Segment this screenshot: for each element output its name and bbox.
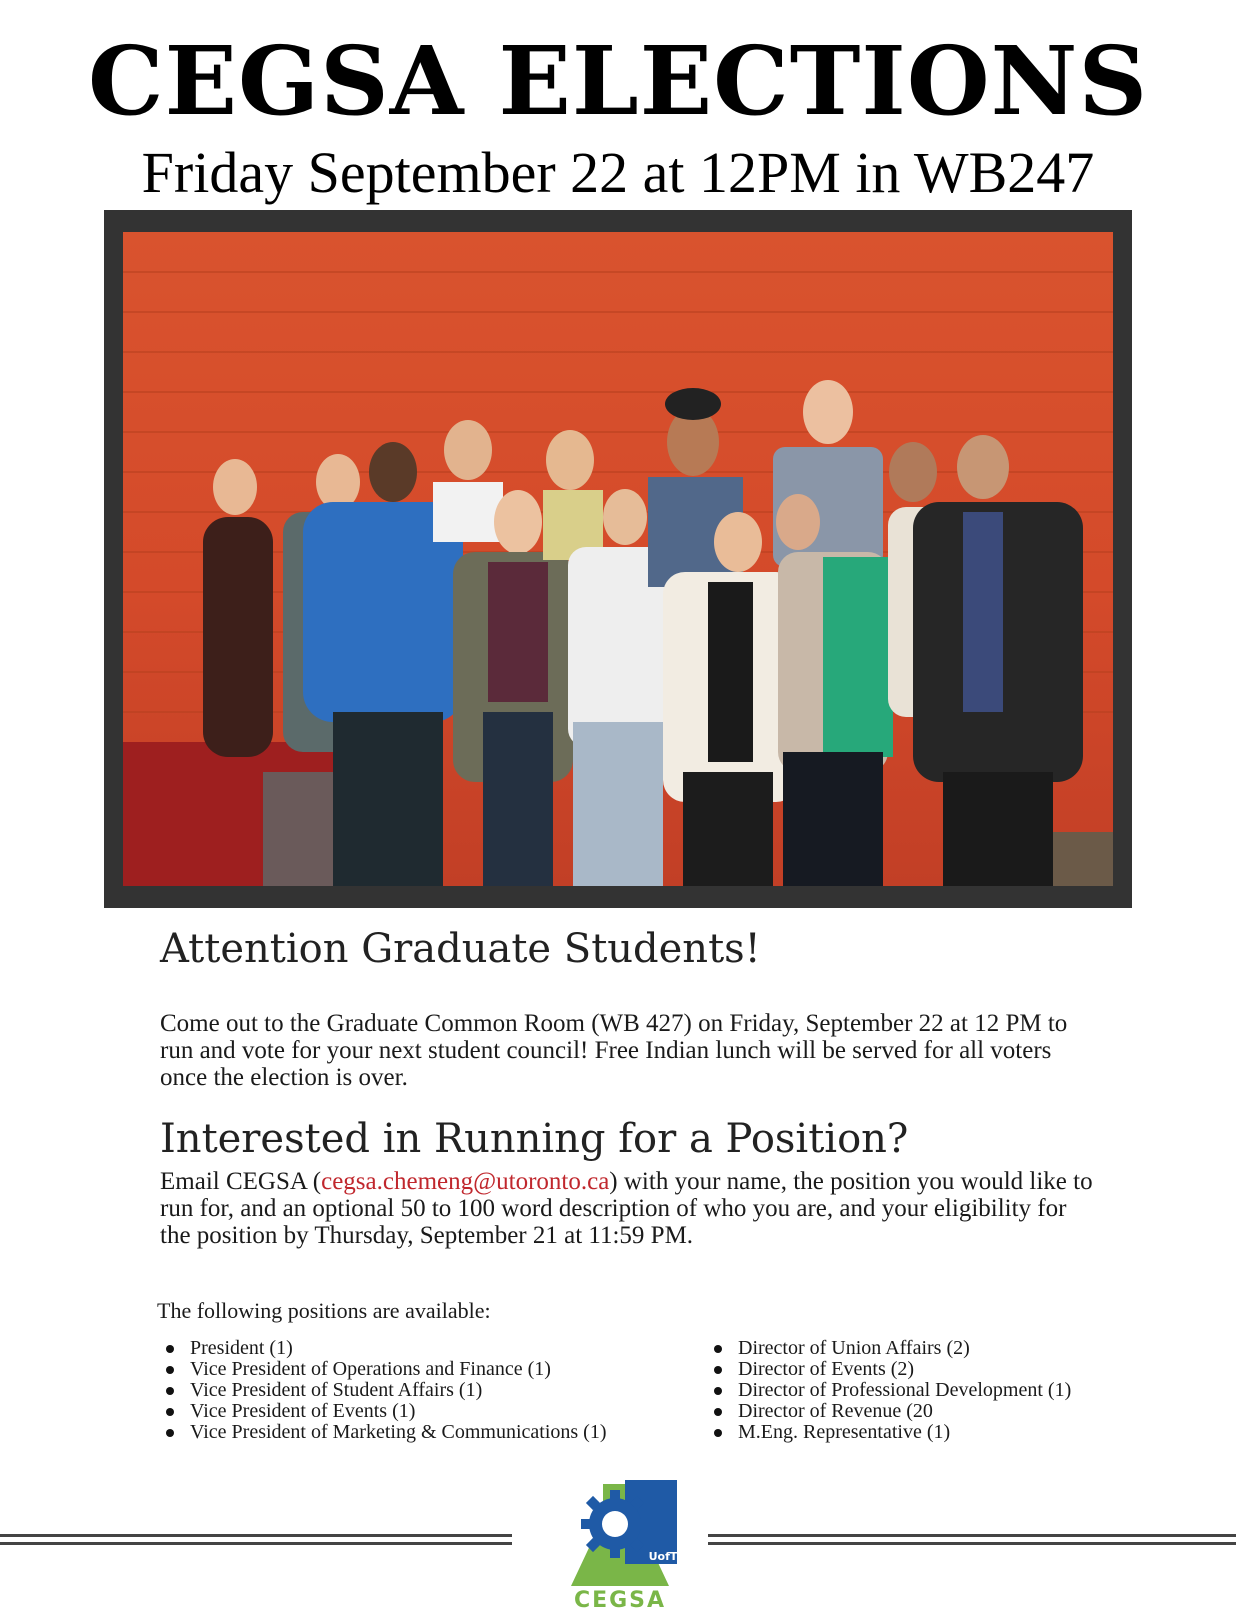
positions-intro: The following positions are available:: [157, 1298, 491, 1323]
list-item: Director of Events (2): [708, 1359, 1071, 1380]
running-heading: Interested in Running for a Position?: [160, 1116, 909, 1162]
list-item: Vice President of Student Affairs (1): [160, 1380, 607, 1401]
group-photo-illustration: [123, 232, 1113, 886]
list-item: Director of Revenue (20: [708, 1401, 1071, 1422]
list-item: M.Eng. Representative (1): [708, 1422, 1071, 1443]
attention-heading: Attention Graduate Students!: [160, 926, 761, 972]
attention-body: Come out to the Graduate Common Room (WB 427) on Friday, September 22 at 12 PM to run and vote for your next student council! Free Indian lunch will be served for all voters once the election is over.: [160, 1010, 1068, 1091]
running-body-prefix: Email CEGSA (: [160, 1168, 322, 1195]
list-item: Director of Professional Development (1): [708, 1380, 1071, 1401]
footer-rule-right-top: [708, 1534, 1236, 1537]
footer-rule-left-bottom: [0, 1542, 512, 1545]
logo-wordmark: CEGSA: [573, 1588, 667, 1613]
group-photo-frame: [104, 210, 1132, 908]
poster-title: CEGSA ELECTIONS: [87, 26, 1149, 137]
list-item: Vice President of Events (1): [160, 1401, 607, 1422]
list-item: Director of Union Affairs (2): [708, 1338, 1071, 1359]
positions-list-left: [160, 1338, 607, 1443]
footer-rule-right-bottom: [708, 1542, 1236, 1545]
positions-list-right: [708, 1338, 1071, 1443]
footer-rule-left-top: [0, 1534, 512, 1537]
list-item: President (1): [160, 1338, 607, 1359]
list-item: Vice President of Operations and Finance (1): [160, 1359, 607, 1380]
event-date-location: Friday September 22 at 12PM in WB247: [141, 140, 1095, 205]
list-item: Vice President of Marketing & Communications (1): [160, 1422, 607, 1443]
running-body: [160, 1168, 1100, 1249]
logo-badge-text: UofT: [648, 1550, 677, 1563]
contact-email-link[interactable]: cegsa.chemeng@utoronto.ca: [321, 1168, 610, 1195]
group-photo: [123, 232, 1113, 886]
running-body-suffix: ) with your name, the position you would like to run for, and an optional 50 to 100 word description of who you are, and your eligibility for the position by Thursday, September 21 at 11:59 PM.: [160, 1168, 1093, 1249]
cegsa-logo-icon: [563, 1478, 677, 1590]
